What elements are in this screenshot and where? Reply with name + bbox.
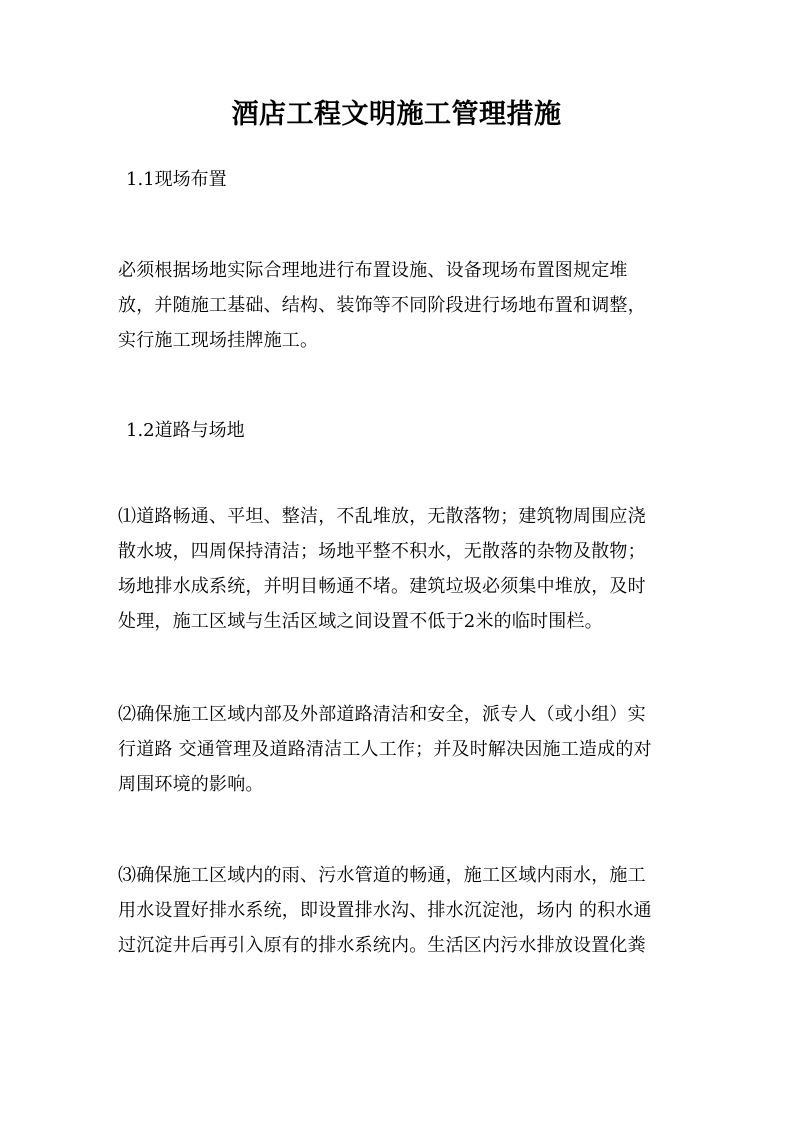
text-line: ⑵确保施工区域内部及外部道路清洁和安全，派专人（或小组）实 bbox=[118, 704, 646, 725]
section-heading-1-2: 1.2道路与场地 bbox=[126, 420, 245, 441]
text-line: 行道路 交通管理及道路清洁工人工作；并及时解决因施工造成的对 bbox=[118, 739, 652, 760]
text-line: 实行施工现场挂牌施工。 bbox=[118, 330, 319, 351]
document-title: 酒店工程文明施工管理措施 bbox=[231, 99, 562, 130]
section-heading-1-1: 1.1现场布置 bbox=[126, 169, 227, 190]
text-line: 过沉淀井后再引入原有的排水系统内。生活区内污水排放设置化粪 bbox=[118, 935, 646, 956]
text-line: 放，并随施工基础、结构、装饰等不同阶段进行场地布置和调整， bbox=[118, 295, 646, 316]
text-line: 必须根据场地实际合理地进行布置设施、设备现场布置图规定堆 bbox=[118, 260, 628, 281]
text-line: 周围环境的影响。 bbox=[118, 774, 264, 795]
text-line: 处理，施工区域与生活区域之间设置不低于2米的临时围栏。 bbox=[118, 611, 603, 632]
paragraph-item-2 bbox=[118, 697, 678, 802]
text-line: 用水设置好排水系统，即设置排水沟、排水沉淀池，场内 的积水通 bbox=[118, 900, 652, 921]
paragraph-item-1 bbox=[118, 499, 678, 639]
text-line: 散水坡，四周保持清洁；场地平整不积水，无散落的杂物及散物； bbox=[118, 541, 646, 562]
text-line: ⑶确保施工区域内的雨、污水管道的畅通，施工区域内雨水，施工 bbox=[118, 865, 646, 886]
paragraph-item-3 bbox=[118, 858, 678, 963]
text-line: ⑴道路畅通、平坦、整洁，不乱堆放，无散落物；建筑物周围应浇 bbox=[118, 506, 646, 527]
paragraph-site-layout bbox=[118, 253, 678, 358]
text-line: 场地排水成系统，并明目畅通不堵。建筑垃圾必须集中堆放，及时 bbox=[118, 576, 646, 597]
